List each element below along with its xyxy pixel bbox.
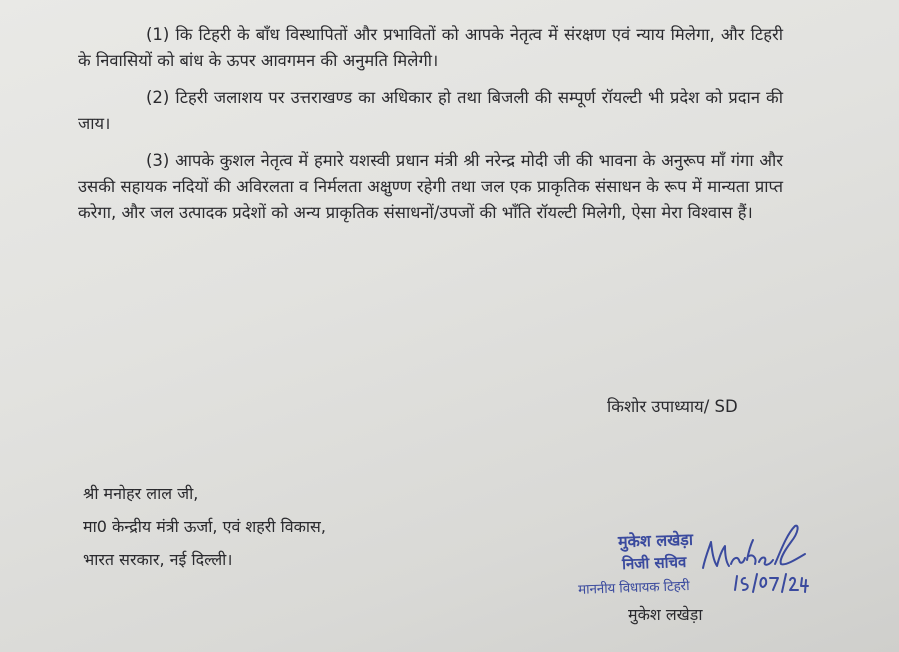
stamp-office-line: माननीय विधायक टिहरी bbox=[577, 578, 690, 598]
stamp-name: मुकेश लखेड़ा bbox=[617, 529, 694, 552]
stamp-role: निजी सचिव bbox=[621, 552, 687, 574]
addressee-location: भारत सरकार, नई दिल्ली। bbox=[83, 550, 233, 569]
handwritten-signature bbox=[695, 520, 825, 595]
addressee-block bbox=[83, 477, 326, 576]
point-2-paragraph: (2) टिहरी जलाशय पर उत्तराखण्ड का अधिकार हो तथा बिजली की सम्पूर्ण रॉयल्टी भी प्रदेश को प्रदान की जाय। bbox=[78, 88, 783, 133]
addressee-name: श्री मनोहर लाल जी, bbox=[83, 484, 199, 503]
sender-signoff: किशोर उपाध्याय/ SD bbox=[607, 397, 738, 416]
point-1-paragraph: (1) कि टिहरी के बाँध विस्थापितों और प्रभावितों को आपके नेतृत्व में संरक्षण एवं न्याय मिलेगा, और टिहरी के निवासियों को बांध के ऊपर आवगमन की अनुमति मिलेगी। bbox=[78, 25, 783, 70]
point-3-paragraph: (3) आपके कुशल नेतृत्व में हमारे यशस्वी प्रधान मंत्री श्री नरेन्द्र मोदी जी की भावना के अनुरूप माँ गंगा और उसकी सहायक नदियों की अविरलता व निर्मलता अक्षुण्ण रहेगी तथा जल एक प्राकृतिक संसाधन के रूप में मान्यता प्राप्त करेगा, और जल उत्पादक प्रदेशों को अन्य प्राकृतिक संसाधनों/उपजों की भाँति रॉयल्टी मिलेगी, ऐसा मेरा विश्वास हैं। bbox=[78, 151, 783, 222]
typed-name: मुकेश लखेड़ा bbox=[628, 605, 703, 624]
addressee-designation: मा0 केन्द्रीय मंत्री ऊर्जा, एवं शहरी विकास, bbox=[83, 517, 326, 536]
